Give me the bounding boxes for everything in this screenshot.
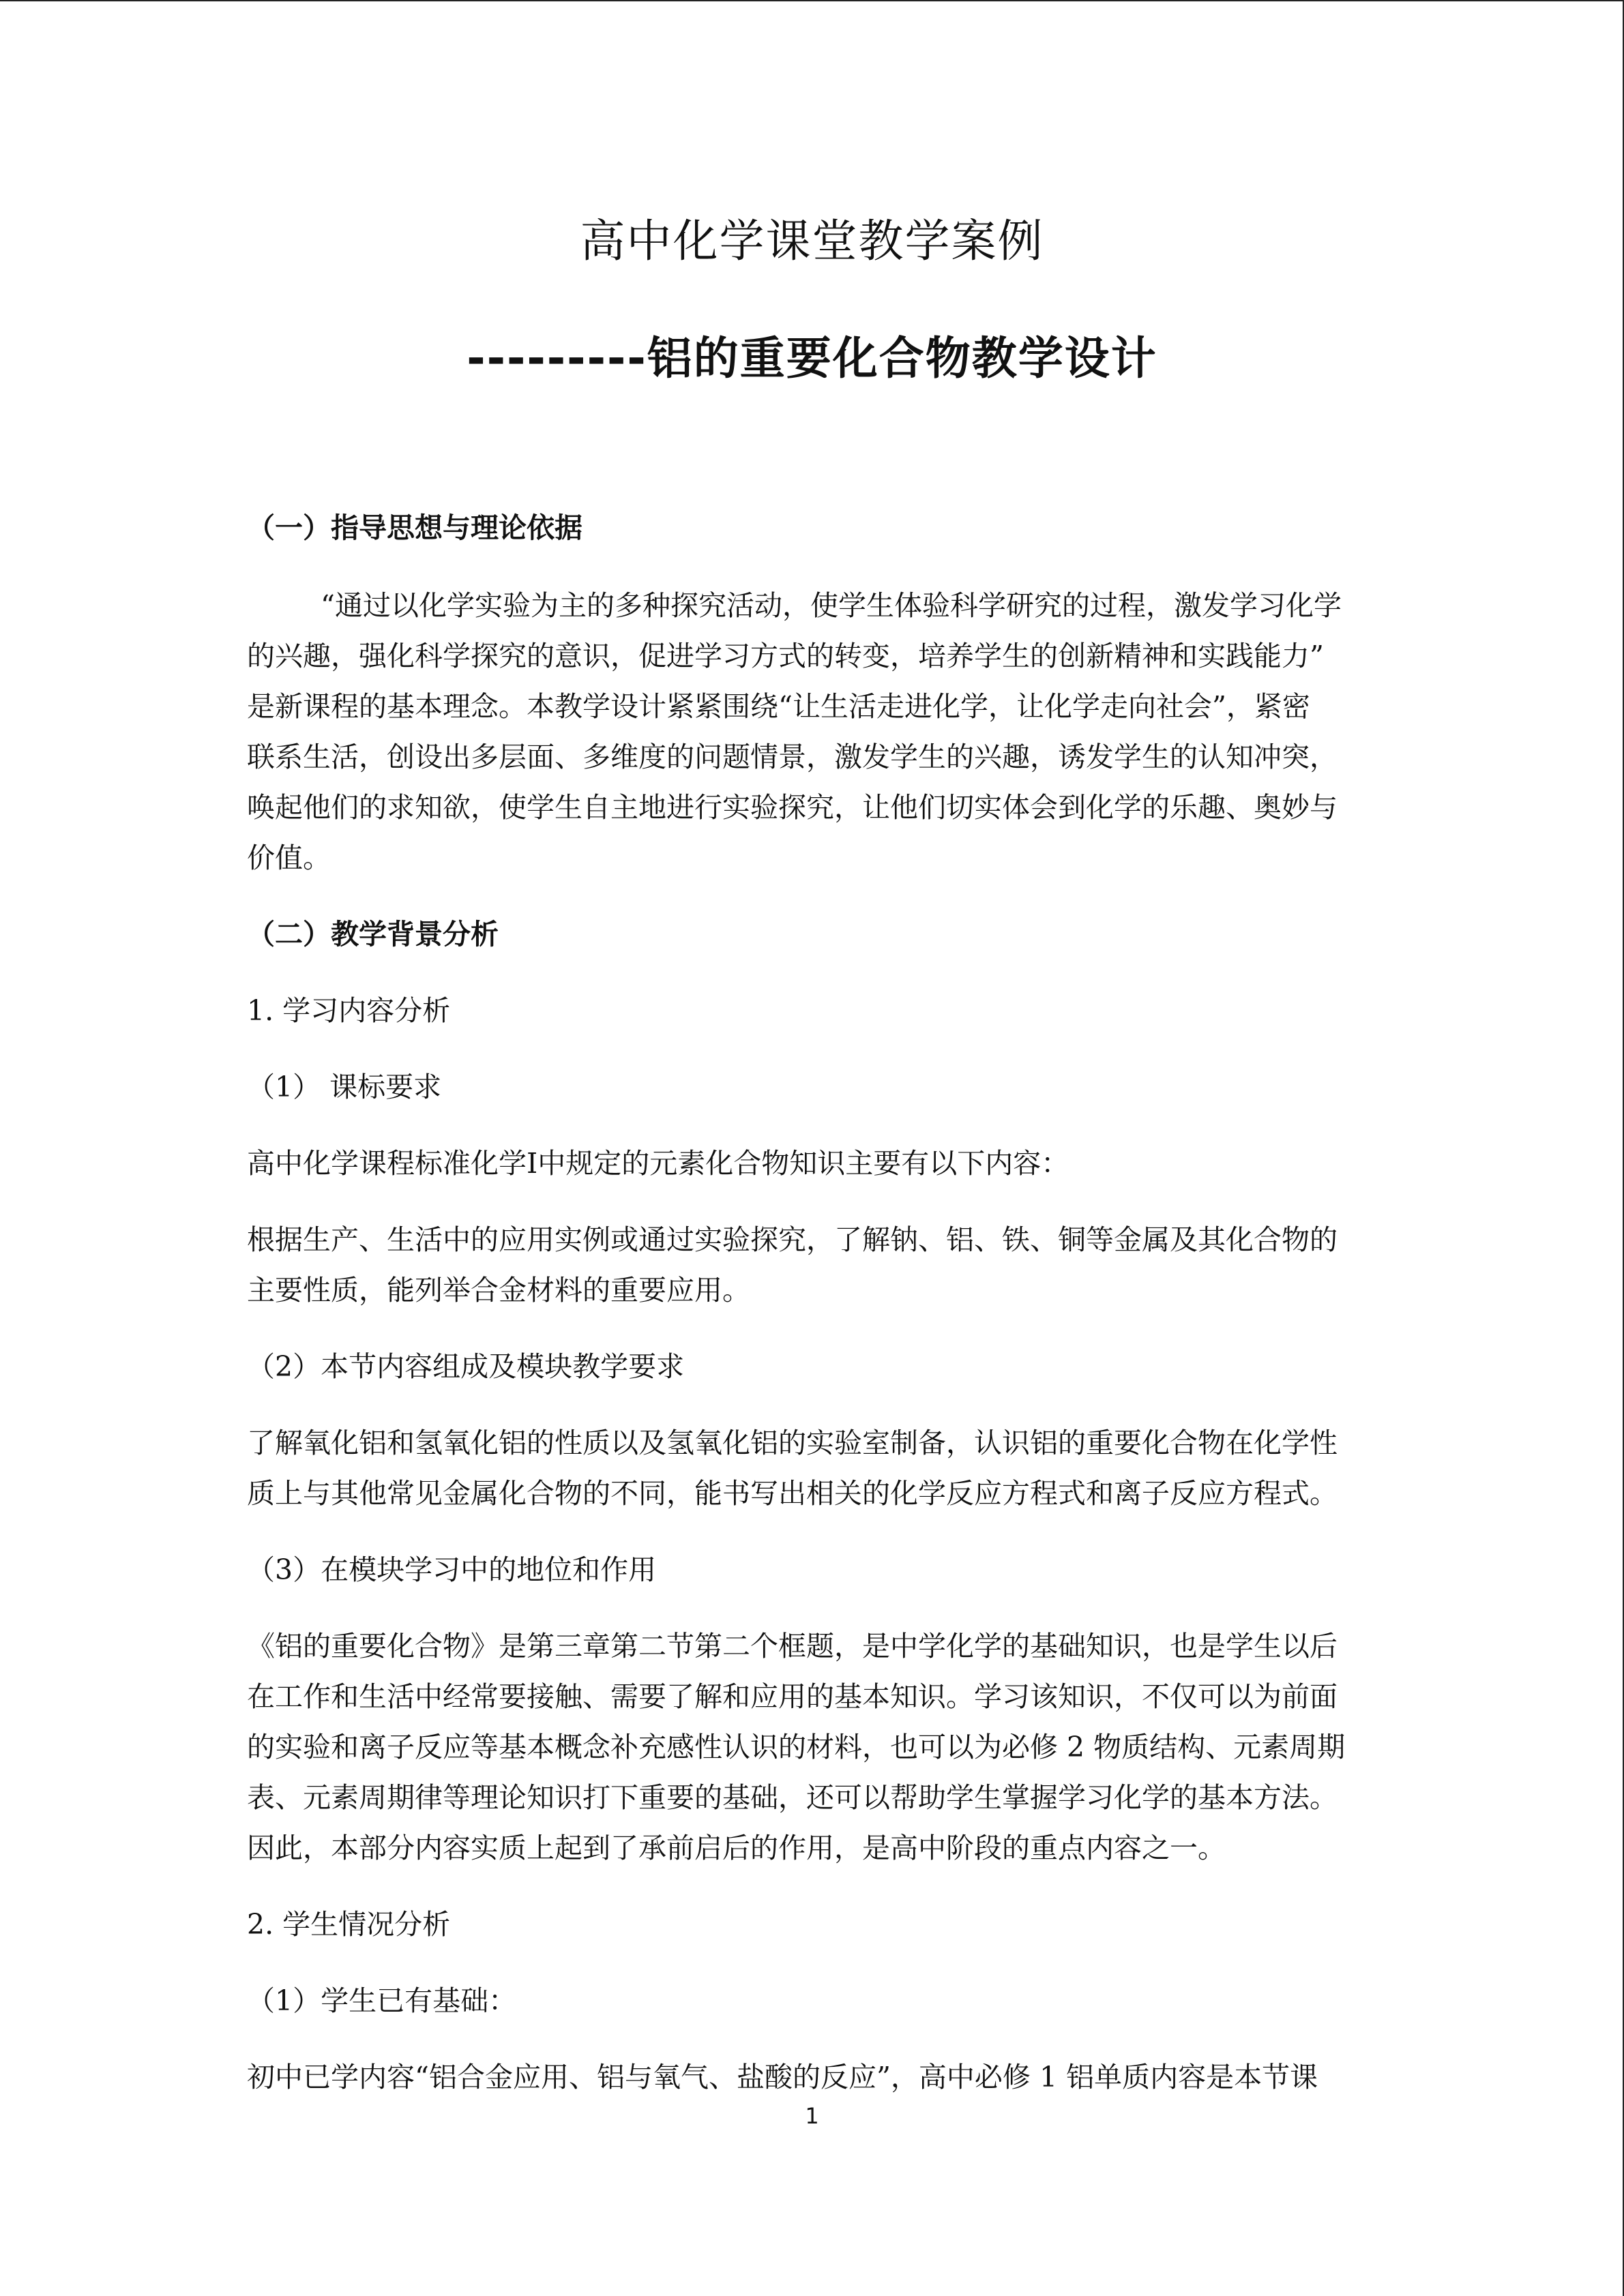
paragraph-line: 联系生活，创设出多层面、多维度的问题情景，激发学生的兴趣，诱发学生的认知冲突， bbox=[247, 741, 1338, 773]
section-heading-2: （二）教学背景分析 bbox=[247, 918, 499, 951]
paragraph-requirements bbox=[247, 1214, 1381, 1315]
item-heading-prior-knowledge: （1）学生已有基础： bbox=[247, 1984, 517, 2017]
paragraph-line: 价值。 bbox=[247, 841, 331, 874]
page-number: 1 bbox=[805, 2103, 819, 2129]
subsection-heading-content-analysis: 1. 学习内容分析 bbox=[247, 994, 451, 1027]
item-heading-composition: （2）本节内容组成及模块教学要求 bbox=[247, 1350, 685, 1383]
paragraph-line: 质上与其他常见金属化合物的不同，能书写出相关的化学反应方程式和离子反应方程式。 bbox=[247, 1477, 1338, 1510]
paragraph-line: 根据生产、生活中的应用实例或通过实验探究，了解钠、铝、铁、铜等金属及其化合物的 bbox=[247, 1223, 1338, 1256]
item-heading-curriculum: （1） 课标要求 bbox=[247, 1071, 442, 1103]
paragraph-line: 的实验和离子反应等基本概念补充感性认识的材料，也可以为必修 2 物质结构、元素周期 bbox=[247, 1731, 1346, 1763]
paragraph-role bbox=[247, 1621, 1381, 1873]
document-body bbox=[247, 503, 1381, 2102]
paragraph-line: 初中已学内容“铝合金应用、铝与氧气、盐酸的反应”，高中必修 1 铝单质内容是本节课 bbox=[247, 2061, 1318, 2093]
paragraph-line: 了解氧化铝和氢氧化铝的性质以及氢氧化铝的实验室制备，认识铝的重要化合物在化学性 bbox=[247, 1427, 1338, 1459]
paragraph-line: 高中化学课程标准化学Ⅰ中规定的元素化合物知识主要有以下内容： bbox=[247, 1147, 1069, 1180]
paragraph-line: 因此，本部分内容实质上起到了承前启后的作用，是高中阶段的重点内容之一。 bbox=[247, 1832, 1226, 1864]
paragraph-line: 的兴趣，强化科学探究的意识，促进学习方式的转变，培养学生的创新精神和实践能力” bbox=[247, 640, 1324, 672]
paragraph-line: 在工作和生活中经常要接触、需要了解和应用的基本知识。学习该知识，不仅可以为前面 bbox=[247, 1680, 1338, 1713]
paragraph-guiding-ideas bbox=[247, 580, 1381, 883]
section-heading-1: （一）指导思想与理论依据 bbox=[247, 511, 582, 544]
paragraph-line: “通过以化学实验为主的多种探究活动，使学生体验科学研究的过程，激发学习化学 bbox=[321, 589, 1342, 622]
paragraph-composition bbox=[247, 1418, 1381, 1519]
paragraph-line: 《铝的重要化合物》是第三章第二节第二个框题，是中学化学的基础知识，也是学生以后 bbox=[247, 1630, 1338, 1663]
paragraph-line: 是新课程的基本理念。本教学设计紧紧围绕“让生活走进化学，让化学走向社会”，紧密 bbox=[247, 690, 1310, 723]
item-heading-role: （3）在模块学习中的地位和作用 bbox=[247, 1553, 657, 1586]
paragraph-line: 表、元素周期律等理论知识打下重要的基础，还可以帮助学生掌握学习化学的基本方法。 bbox=[247, 1781, 1338, 1814]
paragraph-line: 唤起他们的求知欲，使学生自主地进行实验探究，让他们切实体会到化学的乐趣、奥妙与 bbox=[247, 791, 1338, 824]
document-subtitle: ---------铝的重要化合物教学设计 bbox=[467, 332, 1157, 385]
paragraph-line: 主要性质，能列举合金材料的重要应用。 bbox=[247, 1274, 750, 1307]
document-title: 高中化学课堂教学案例 bbox=[580, 215, 1044, 267]
subsection-heading-student-analysis: 2. 学生情况分析 bbox=[247, 1908, 451, 1941]
